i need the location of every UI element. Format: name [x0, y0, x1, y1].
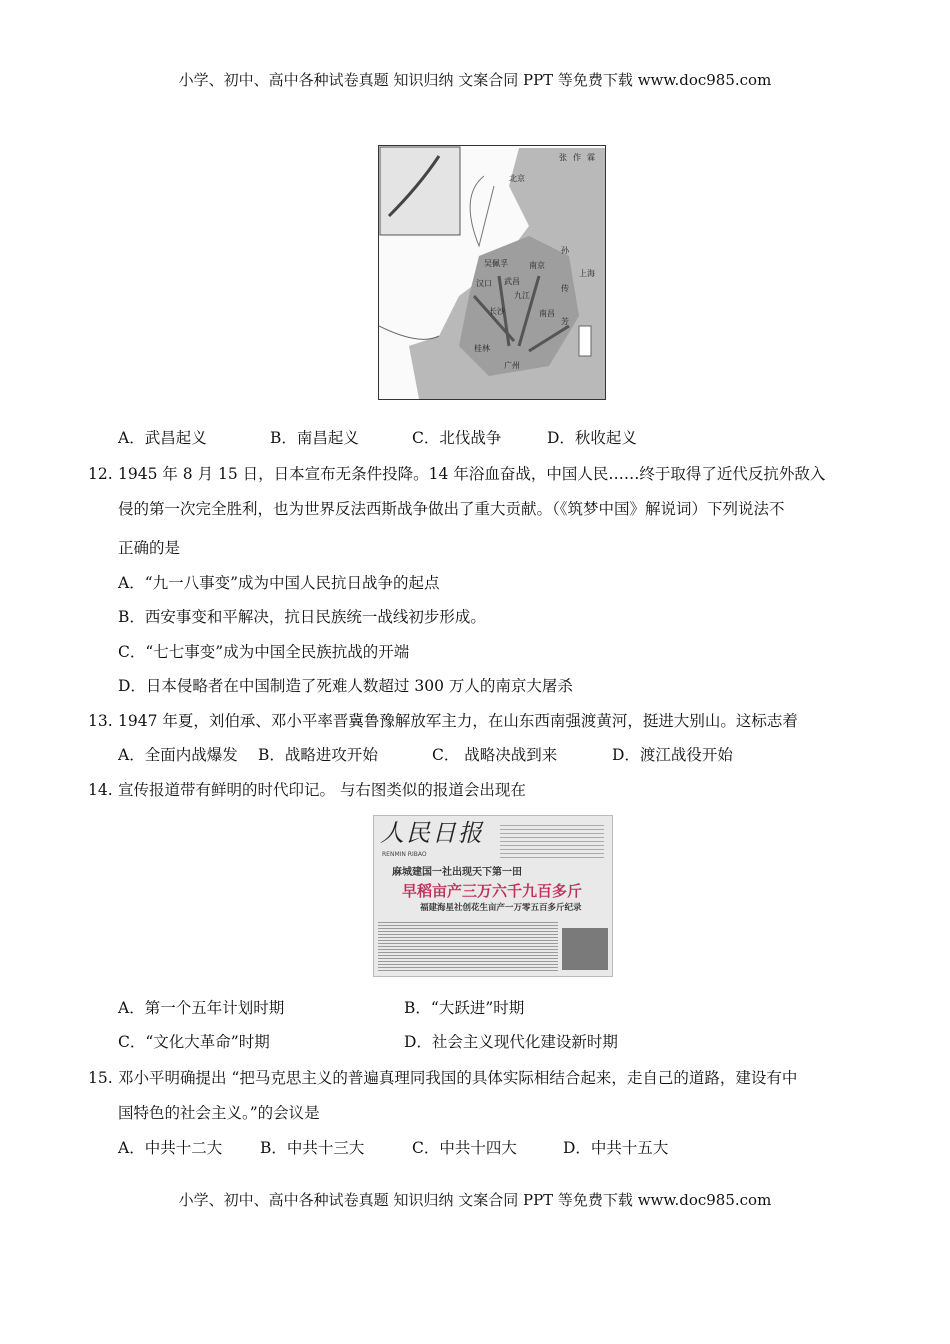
q12-option-b[interactable]: B．西安事变和平解决，抗日民族统一战线初步形成。	[118, 608, 486, 626]
q11-option-c[interactable]: C．北伐战争	[412, 429, 502, 447]
q14-stem: 宣传报道带有鲜明的时代印记。 与右图类似的报道会出现在	[118, 781, 526, 799]
q15-option-b[interactable]: B．中共十三大	[260, 1139, 365, 1157]
q12-option-a[interactable]: A．“九一八事变”成为中国人民抗日战争的起点	[118, 574, 440, 592]
q13-option-d[interactable]: D．渡江战役开始	[612, 746, 733, 764]
map-label-hankou: 汉口	[476, 279, 492, 288]
q12-stem-line: 正确的是	[118, 539, 181, 557]
q14-option-d[interactable]: D．社会主义现代化建设新时期	[404, 1033, 618, 1051]
q12-stem-line: 侵的第一次完全胜利，也为世界反法西斯战争做出了重大贡献。（《筑梦中国》解说词）下列说法不	[118, 500, 785, 518]
page-header: 小学、初中、高中各种试卷真题 知识归纳 文案合同 PPT 等免费下载 www.doc985.com	[178, 71, 772, 89]
map-label-lin: 霖	[587, 153, 595, 162]
q12-number: 12.	[88, 465, 113, 483]
page-footer: 小学、初中、高中各种试卷真题 知识归纳 文案合同 PPT 等免费下载 www.doc985.com	[178, 1191, 772, 1209]
q12-option-c[interactable]: C．“七七事变”成为中国全民族抗战的开端	[118, 643, 410, 661]
q15-number: 15.	[88, 1069, 113, 1087]
map-label-beijing: 北京	[509, 174, 525, 183]
q14-number: 14.	[88, 781, 113, 799]
map-label-wuchang: 武昌	[504, 277, 520, 286]
map-label-fang: 芳	[561, 317, 569, 326]
q15-stem-line: 邓小平明确提出 “把马克思主义的普遍真理同我国的具体实际相结合起来，走自己的道路，建设有中	[118, 1069, 798, 1087]
map-label-wupeifu: 吴佩孚	[484, 259, 508, 268]
q12-stem-line: 1945 年 8 月 15 日，日本宣布无条件投降。14 年浴血奋战，中国人民……终于取得了近代反抗外敌入	[118, 465, 826, 483]
map-label-nanjing: 南京	[529, 261, 545, 270]
peoples-daily-newspaper-image	[373, 815, 613, 977]
newspaper-headline: 早稻亩产三万六千九百多斤	[402, 882, 583, 900]
q14-option-a[interactable]: A．第一个五年计划时期	[118, 999, 285, 1017]
q12-option-d[interactable]: D．日本侵略者在中国制造了死难人数超过 300 万人的南京大屠杀	[118, 677, 573, 695]
map-label-zhang: 张	[559, 153, 567, 162]
map-label-jiujiang: 九江	[514, 291, 530, 300]
map-label-chuan: 传	[561, 284, 569, 293]
map-label-zuo: 作	[573, 153, 581, 162]
q13-option-a[interactable]: A．全面内战爆发	[118, 746, 238, 764]
q13-option-b[interactable]: B．战略进攻开始	[258, 746, 378, 764]
newspaper-body-text	[378, 920, 558, 972]
map-label-guilin: 桂林	[474, 344, 490, 353]
newspaper-masthead: 人民日报	[380, 819, 484, 847]
newspaper-photo	[562, 928, 608, 970]
q11-option-b[interactable]: B．南昌起义	[270, 429, 359, 447]
q15-option-c[interactable]: C．中共十四大	[412, 1139, 517, 1157]
newspaper-kicker: 麻城建国一社出现天下第一田	[392, 867, 522, 878]
q13-option-c[interactable]: C． 战略决战到来	[432, 746, 558, 764]
q15-option-d[interactable]: D．中共十五大	[563, 1139, 669, 1157]
map-label-sun: 孙	[561, 246, 569, 255]
map-label-shanghai: 上海	[579, 269, 595, 278]
q15-option-a[interactable]: A．中共十二大	[118, 1139, 223, 1157]
map-label-changsha: 长沙	[489, 307, 505, 316]
q15-stem-line: 国特色的社会主义。”的会议是	[118, 1104, 320, 1122]
map-label-nanchang: 南昌	[539, 309, 555, 318]
newspaper-index-box	[500, 822, 604, 860]
q14-option-b[interactable]: B．“大跃进”时期	[404, 999, 525, 1017]
northern-expedition-map	[378, 145, 606, 400]
q11-option-a[interactable]: A．武昌起义	[118, 429, 207, 447]
q14-option-c[interactable]: C．“文化大革命”时期	[118, 1033, 270, 1051]
map-label-guangzhou: 广州	[504, 361, 520, 370]
newspaper-pinyin: RENMIN RIBAO	[382, 851, 427, 858]
q11-option-d[interactable]: D．秋收起义	[547, 429, 637, 447]
q13-stem: 1947 年夏，刘伯承、邓小平率晋冀鲁豫解放军主力，在山东西南强渡黄河，挺进大别山。这标志着	[118, 712, 798, 730]
q13-number: 13.	[88, 712, 113, 730]
newspaper-subhead: 福建海星社创花生亩产一万零五百多斤纪录	[420, 903, 582, 913]
map-graphic	[379, 146, 605, 399]
